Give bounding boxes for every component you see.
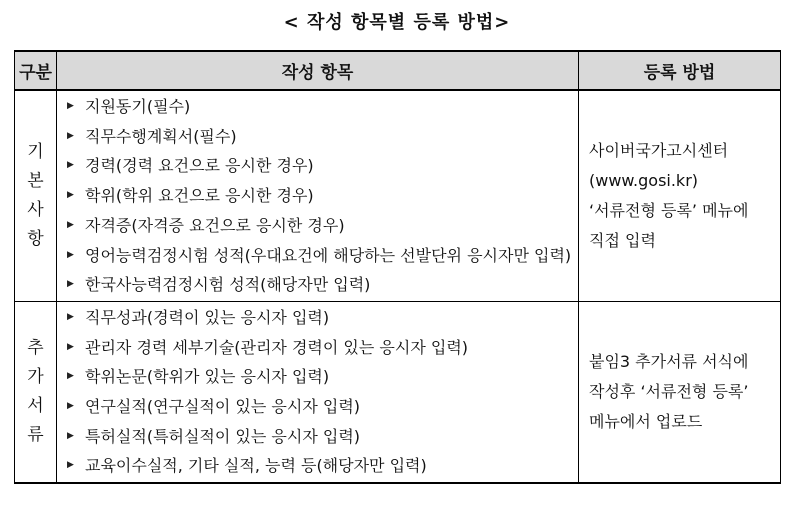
item-text: 직무수행계획서(필수) (85, 126, 237, 146)
triangle-bullet-icon: ▶ (67, 430, 74, 441)
item-text: 연구실적(연구실적이 있는 응시자 입력) (85, 397, 361, 417)
category-char: 본 (27, 170, 44, 191)
triangle-bullet-icon: ▶ (67, 460, 74, 471)
item-text: 지원동기(필수) (85, 97, 191, 116)
table-row-basic (15, 90, 781, 301)
category-additional (15, 301, 57, 483)
item-text: 영어능력검정시험 성적(우대요건에 해당하는 선발단위 응시자만 입력) (85, 245, 572, 265)
list-item (63, 92, 578, 122)
method-additional (579, 301, 781, 483)
triangle-bullet-icon: ▶ (67, 219, 74, 230)
items-additional (57, 301, 579, 483)
triangle-bullet-icon: ▶ (67, 190, 74, 201)
method-line: 사이버국가고시센터 (589, 140, 729, 160)
method-line: 메뉴에서 업로드 (589, 412, 703, 432)
category-char: 사 (27, 199, 44, 220)
item-text: 관리자 경력 세부기술(관리자 경력이 있는 응시자 입력) (85, 337, 469, 357)
list-item (63, 392, 578, 422)
item-text: 교육이수실적, 기타 실적, 능력 등(해당자만 입력) (85, 456, 427, 476)
page-title: < 작성 항목별 등록 방법> (283, 12, 511, 33)
triangle-bullet-icon: ▶ (67, 371, 74, 382)
items-basic (57, 90, 579, 301)
method-line: 붙임3 추가서류 서식에 (589, 352, 749, 372)
method-line: 작성후 ‘서류전형 등록’ (589, 382, 749, 402)
item-text: 특허실적(특허실적이 있는 응시자 입력) (85, 426, 361, 446)
category-char: 가 (27, 367, 44, 388)
table-row-additional (15, 301, 781, 483)
category-basic (15, 90, 57, 301)
category-char: 류 (27, 425, 44, 446)
list-item (63, 151, 578, 181)
header-method: 등록 방법 (579, 51, 781, 90)
triangle-bullet-icon: ▶ (67, 311, 74, 322)
triangle-bullet-icon: ▶ (67, 279, 74, 290)
list-item (63, 211, 578, 241)
list-item (63, 451, 578, 481)
triangle-bullet-icon: ▶ (67, 249, 74, 260)
method-line: ‘서류전형 등록’ 메뉴에 (589, 200, 749, 220)
list-item (63, 333, 578, 363)
triangle-bullet-icon: ▶ (67, 130, 74, 141)
item-text: 경력(경력 요건으로 응시한 경우) (85, 156, 314, 176)
method-line: 직접 입력 (589, 230, 656, 250)
item-text: 학위논문(학위가 있는 응시자 입력) (85, 367, 330, 387)
item-text: 학위(학위 요건으로 응시한 경우) (85, 186, 314, 206)
method-line: (www.gosi.kr) (589, 170, 699, 190)
item-text: 한국사능력검정시험 성적(해당자만 입력) (85, 275, 371, 295)
list-item (63, 422, 578, 452)
category-char: 항 (27, 228, 44, 249)
category-char: 서 (27, 396, 44, 417)
triangle-bullet-icon: ▶ (67, 401, 74, 412)
triangle-bullet-icon: ▶ (67, 160, 74, 171)
list-item (63, 303, 578, 333)
item-text: 직무성과(경력이 있는 응시자 입력) (85, 307, 330, 327)
triangle-bullet-icon: ▶ (67, 101, 74, 111)
list-item (63, 122, 578, 152)
list-item (63, 181, 578, 211)
method-basic (579, 90, 781, 301)
category-char: 추 (27, 338, 44, 359)
registration-table (14, 50, 781, 484)
list-item (63, 270, 578, 300)
item-text: 자격증(자격증 요건으로 응시한 경우) (85, 215, 345, 235)
list-item (63, 362, 578, 392)
header-items: 작성 항목 (57, 51, 579, 90)
table-header-row (15, 51, 781, 90)
category-char: 기 (27, 141, 44, 162)
header-category: 구분 (15, 51, 57, 90)
list-item (63, 241, 578, 271)
triangle-bullet-icon: ▶ (67, 341, 74, 352)
